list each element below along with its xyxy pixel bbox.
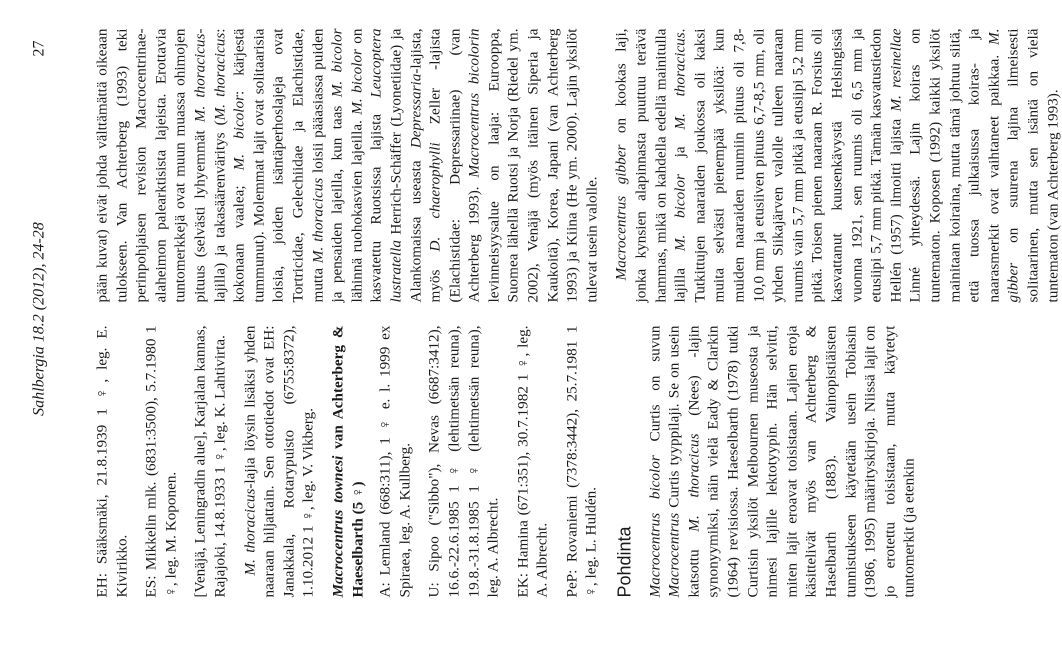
paragraph-discussion-1 — [645, 325, 919, 597]
text-run: (Nees) -lajin synonyymiksi, näin vielä Eady & Clarkin (1964) revisiossa. Haeselbarth (1978) tutki Curtisin yksilöt Melbournen museosta ja nimesi lajille lektotyypin. Hän selvitti, miten lajit eroavat toisistaan. Lajien eroja käsittelivät myös van Achterberg & Haselbarth (1883). Vainopistiäisten tunnistukseen käytetään usein Tobiasin (1986, 1995) määrityskirjoja. Niissä lajit on jo erotettu toisistaan, mutta käytetyt tuntomerkit (ja etenkin — [684, 325, 918, 597]
text-run: Zeller -lajista (Elachistidae: Depressariinae) (van Achterberg 1993). — [426, 28, 483, 302]
text-run: Linné yhteydessä. Lajin koiras on tuntematon. Koposen (1992) kaikki yksilöt mainitaan koiraina, mutta tämä johtuu siitä, että tuossa julkaisussa koiras- ja naarasmerkit ovat vaihtaneet paikkaa. — [906, 28, 1002, 302]
journal-citation: Sahlbergia 18.2 (2012), 24-28 — [30, 221, 47, 416]
italic-text-run: M. gibber — [984, 28, 1022, 302]
text-run: Herrich-Schäffer (Lyonetiidae) ja Alankomaissa useasta — [386, 28, 424, 302]
record-rajajoki: [Venäjä, Leningradin alue], Karjalan kannas, Rajajoki, 14.8.1933 1 ♀, leg. K. Lahtivirta. — [191, 325, 228, 597]
right-column — [92, 27, 1061, 302]
text-run: . Tutkittujen naaraiden joukossa oli kaksi muita selvästi pienempää yksilöä: kun muiden naaraiden ruumiin pituus oli 7,8-10,0 mm ja etusiiven pituus 6,7-8,5 mm, oli yhden Siikajärven valolle tulleen naaraan ruumis vain 5,7 mm pitkä ja etusiipi 5,2 mm pitkä. Toisen pienen naaraan R. Forsius oli kasvattanut kuusenkävystä Helsingissä vuonna 1921, sen ruumis oli 6,5 mm ja etusiipi 5,7 mm pitkä. Tämän kasvatustiedon Hellén (1957) ilmoitti lajista — [671, 28, 904, 302]
italic-text-run: Macrocentrus gibber — [612, 144, 630, 280]
italic-text-run: M. resinellae — [886, 28, 904, 112]
italic-text-run: M. thoracicus — [684, 432, 702, 532]
record-mikkeli: ES: Mikkelin mlk. (6831:3500), 5.7.1980 1 ♀, leg. M. Koponen. — [142, 325, 179, 597]
text-run: lähinnä ruohokasvien lajeilla. — [347, 114, 365, 302]
record-hamina: EK: Hamina (671:351), 30.7.1982 1 ♀, leg. A. Albrecht. — [513, 325, 551, 597]
text-run: pään kuvat) eivät johda välttämättä oikeaan tulokseen. Van Achterberg (1993) teki perinpohjaisen revision Macrocentrinae-alaheimon palearktisista lajeista. Erottavia tuntomerkkejä ovat muun muassa ohimojen pituus (selvästi lyhyemmät — [93, 28, 208, 302]
text-run: -lajilla) ja takasäärenväritys ( — [190, 28, 228, 302]
italic-text-run: D. chaerophylli — [426, 141, 444, 251]
paragraph-gibber — [611, 28, 1062, 302]
paragraph-thoracicus-note — [240, 325, 318, 597]
page-number: 27 — [30, 40, 47, 56]
text-run: Curtis on suvun — [645, 325, 663, 455]
left-column — [92, 325, 994, 597]
italic-text-run: M. bicolor — [230, 94, 248, 170]
text-run: : kärjestä tummunut). Molemmat lajit ovat solitaarisia loisia, joiden isäntäperhoslajeja ovat Tortricidae, Gelechiidae ja Elachistidae, mutta — [230, 27, 326, 302]
species-heading — [328, 325, 367, 597]
text-run: levinneisyysalue on laaja: Eurooppa, Suomea lähellä Ruotsi ja Norja (Riedel ym. 2002), Venäjä (myös itäinen Siperia ja Kaukoitä), Korea, Japani (van Achterberg 1993) ja Kiina (He ym. 2000). Lajin yksilöt tulevat usein valolle. — [484, 28, 600, 302]
text-run: -lajista, myös — [406, 28, 444, 302]
italic-text-run: M. thoracicus — [308, 177, 326, 263]
text-run: on kookas laji, jonka kynsien alapinnasta puuttuu terävä hammas, mikä on kahdella edellä mainitulla lajilla — [612, 28, 689, 302]
text-run: on suurena lajina ilmeisesti solitaarinen, mutta sen isäntä on vielä tuntematon (van Achterberg 1993). — [1004, 28, 1061, 302]
record-sipoo: U: Sipoo ("Sibbo"), Nevas (6687:3412), 16.6.-22.6.1985 1 ♀ (lehtimetsän reuna), 19.8.-31.8.1985 1 ♀ (lehtimetsän reuna), leg. A. Albrecht. — [425, 325, 502, 597]
text-run: ja — [671, 129, 689, 174]
text-run: on kasvatettu Ruotsissa lajista — [347, 28, 385, 302]
italic-text-run: M. bicolor — [671, 173, 689, 251]
italic-text-run: M. thoracicus — [210, 32, 228, 120]
record-lemland: A: Lemland (668:311), 1 ♀ e. l. 1999 ex Spiraea, leg. A. Kullberg. — [376, 325, 413, 597]
italic-text-run: Leucoptera lustratella — [367, 28, 404, 302]
page-header — [30, 40, 60, 597]
text-run: -lajia löysin lisäksi yhden naaraan hiljattain. Sen ottotiedot ovat EH: Janakkala, Rotarypuisto (6755:8372), 1.10.2012 1 ♀, leg. V. Vikberg. — [240, 325, 317, 597]
text-run: : kokonaan vaalea; — [210, 28, 248, 302]
italic-text-run: Macrocentrus townesi — [328, 455, 346, 597]
italic-text-run: M. thoracicus — [190, 33, 208, 122]
italic-text-run: M. bicolor — [328, 28, 346, 97]
paragraph-discussion-2 — [92, 28, 601, 302]
italic-text-run: Depressaria — [406, 73, 424, 148]
italic-text-run: M. thoracicus — [671, 31, 689, 130]
italic-text-run: Macrocentrus bicolor — [645, 454, 663, 597]
section-heading-pohdinta: Pohdinta — [614, 525, 635, 597]
text-run: van Achterberg & Haeselbarth (5 ♀) — [328, 325, 366, 597]
record-rovaniemi: PeP: Rovaniemi (7378:3442), 25.7.1981 1 ♀, leg. L. Huldén. — [562, 325, 600, 597]
italic-text-run: M. bicolor — [347, 48, 365, 115]
italic-text-run: Macrocentrus — [665, 512, 683, 597]
species-name: M. thoracicus — [240, 488, 258, 575]
record-sääksmäki: EH: Sääksmäki, 21.8.1939 1 ♀, leg. E. Kivirikko. — [93, 325, 130, 597]
text-run: loisii pääasiassa puiden ja pensaiden lajeilla, kun taas — [308, 28, 346, 302]
italic-text-run: Macrocentrus bicolorin — [465, 28, 483, 178]
text-run: Curtis tyyppilaji. Se on usein katsottu — [665, 325, 702, 597]
